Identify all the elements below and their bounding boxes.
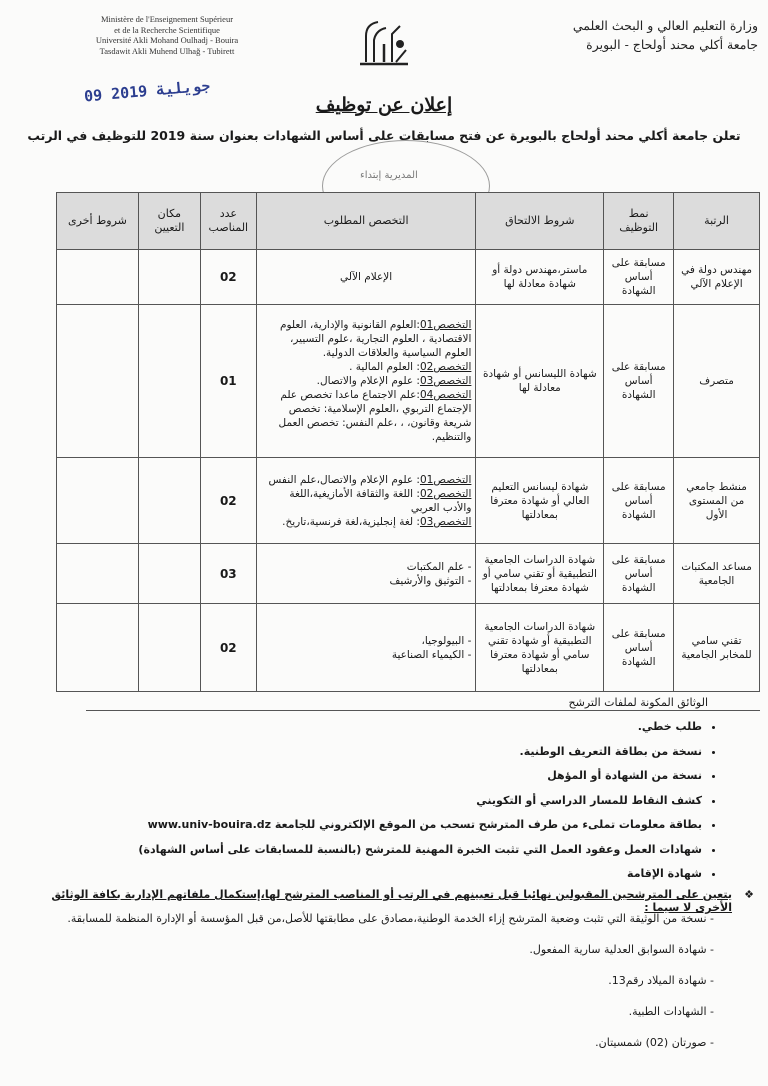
spec-line — [261, 388, 472, 444]
list-item: - الشهادات الطبية. — [628, 1005, 714, 1018]
spec-line: - التوثيق والأرشيف — [389, 574, 472, 587]
spec-line: الإعلام الآلي — [340, 271, 393, 283]
cell-conditions: ماستر،مهندس دولة أو شهادة معادلة لها — [476, 250, 604, 305]
after-heading-text: يتعين على المترشحين المقبولين نهائيا قبل تعيينهم في الرتب أو المناصب المترشح لها،إستكمال ملفاتهم الإدارية بكافة الوثائق الأخرى لا سيما : — [51, 888, 732, 914]
spec-text: : لغة إنجليزية،لغة فرنسية،تاريخ. — [282, 515, 420, 528]
spec-label: التخصص02 — [419, 361, 472, 373]
spec-text: : اللغة والثقافة الأمازيغية،اللغة والأدب العربي — [289, 487, 472, 514]
cell-mode: مسابقة على أساس الشهادة — [604, 604, 674, 692]
stamp-text: المديرية إبتداء — [360, 170, 418, 181]
table-header-row — [57, 193, 760, 250]
spec-label: التخصص01 — [419, 473, 472, 486]
cell-specialty — [256, 604, 476, 692]
header-mode: نمط التوظيف — [604, 193, 674, 250]
spec-line: - البيولوجيا، — [421, 634, 472, 647]
cell-count: 02 — [200, 604, 256, 692]
cell-rank: متصرف — [674, 305, 760, 458]
intro-text: تعلن جامعة أكلي محند أولحاج بالبويرة عن فتح مسابقات على أساس الشهادات بعنوان سنة 2019 للتوظيف في الرتب — [27, 128, 741, 143]
cell-conditions: شهادة ليسانس التعليم العالي أو شهادة معترفا بمعادلتها — [476, 458, 604, 544]
cell-specialty — [256, 458, 476, 544]
cell-mode: مسابقة على أساس الشهادة — [604, 544, 674, 604]
positions-table — [56, 192, 760, 692]
university-logo-icon — [352, 14, 416, 70]
list-item: - نسخة من الوثيقة التي تثبت وضعية المترشح إزاء الخدمة الوطنية،مصادق على مطابقتها للأصل،من قبل المؤسسة أو الإدارة المنظمة للمسابقة. — [67, 912, 714, 925]
spec-line — [261, 487, 472, 515]
cell-location — [138, 604, 200, 692]
cell-specialty — [256, 305, 476, 458]
cell-other — [57, 305, 139, 458]
cell-count: 01 — [200, 305, 256, 458]
table-row — [57, 458, 760, 544]
header-other: شروط أخرى — [57, 193, 139, 250]
cell-specialty — [256, 250, 476, 305]
cell-rank: منشط جامعي من المستوى الأول — [674, 458, 760, 544]
spec-label: التخصص02 — [419, 487, 472, 500]
list-item: • شهادة الإقامة — [102, 867, 702, 892]
cell-rank: تقني سامي للمخابر الجامعية — [674, 604, 760, 692]
cell-mode: مسابقة على أساس الشهادة — [604, 250, 674, 305]
header-fr-line: Tasdawit Akli Muhend Ulhağ - Tubirett — [99, 45, 235, 56]
documents-title: الوثائق المكونة لملفات الترشح — [568, 696, 708, 709]
list-item: • نسخة من الشهادة أو المؤهل — [102, 769, 702, 794]
spec-label: التخصص03 — [419, 375, 472, 387]
spec-line — [261, 360, 472, 374]
list-item: - شهادة الميلاد رقم13. — [608, 974, 714, 987]
documents-list — [102, 720, 728, 892]
table-row — [57, 544, 760, 604]
cell-other — [57, 544, 139, 604]
cell-location — [138, 458, 200, 544]
divider — [86, 710, 760, 711]
cell-conditions: شهادة الليسانس أو شهادة معادلة لها — [476, 305, 604, 458]
cell-other — [57, 604, 139, 692]
date-stamp: 09 جويلية 2019 — [83, 76, 211, 106]
header-location: مكان التعيين — [138, 193, 200, 250]
spec-label: التخصص04 — [419, 389, 472, 401]
spec-text: : علوم الإعلام والاتصال. — [316, 375, 420, 387]
cell-rank: مساعد المكتبات الجامعية — [674, 544, 760, 604]
cell-location — [138, 544, 200, 604]
list-item: • بطاقة معلومات تملىء من طرف المترشح تسحب من الموقع الإلكتروني للجامعة www.univ-bouira.dz — [102, 818, 702, 843]
cell-other — [57, 458, 139, 544]
header-specialty: التخصص المطلوب — [256, 193, 476, 250]
header-count: عدد المناصب — [200, 193, 256, 250]
list-item: • طلب خطي. — [102, 720, 702, 745]
header-ar-line: وزارة التعليم العالي و البحث العلمي — [572, 18, 758, 33]
table-row — [57, 604, 760, 692]
cell-count: 02 — [200, 250, 256, 305]
header-french — [62, 14, 272, 56]
spec-text: :العلوم القانونية والإدارية، العلوم الاقتصادية ، العلوم التجارية ،علوم التسيير، العلوم السياسية والعلاقات الدولية. — [279, 319, 472, 359]
cell-location — [138, 250, 200, 305]
after-heading — [32, 888, 754, 914]
spec-line: - الكيمياء الصناعية — [391, 648, 472, 661]
header-arabic — [508, 16, 758, 54]
header-ar-line: جامعة أكلي محند أولحاج - البويرة — [586, 37, 758, 52]
cell-count: 02 — [200, 458, 256, 544]
list-item: • نسخة من بطاقة التعريف الوطنية. — [102, 745, 702, 770]
table-row — [57, 250, 760, 305]
cell-mode: مسابقة على أساس الشهادة — [604, 305, 674, 458]
spec-line — [261, 473, 472, 487]
after-documents-list — [34, 912, 714, 1067]
cell-rank: مهندس دولة في الإعلام الآلي — [674, 250, 760, 305]
page-title: إعلان عن توظيف — [315, 94, 453, 116]
spec-line — [261, 318, 472, 360]
spec-text: : علوم الإعلام والاتصال،علم النفس — [268, 473, 420, 486]
cell-count: 03 — [200, 544, 256, 604]
spec-label: التخصص03 — [419, 515, 472, 528]
header-fr-line: Université Akli Mohand Oulhadj - Bouira — [95, 35, 239, 45]
spec-label: التخصص01 — [419, 319, 472, 331]
cell-conditions: شهادة الدراسات الجامعية التطبيقية أو تقني سامي أو شهادة معترفا بمعادلتها — [476, 544, 604, 604]
header-fr-line: et de la Recherche Scientifique — [114, 24, 220, 35]
list-item: - صورتان (02) شمسيتان. — [595, 1036, 714, 1049]
spec-line — [261, 374, 472, 388]
cell-mode: مسابقة على أساس الشهادة — [604, 458, 674, 544]
header-rank: الرتبة — [674, 193, 760, 250]
spec-line: - علم المكتبات — [406, 560, 472, 573]
table-row — [57, 305, 760, 458]
spec-text: :علم الاجتماع ماعدا تخصص علم الإجتماع التربوي ،العلوم الإسلامية: تخصص شريعة وقانون، ، ،علم النفس: تخصص العمل والتنظيم. — [278, 389, 472, 443]
spec-text: : العلوم المالية . — [349, 361, 420, 373]
cell-other — [57, 250, 139, 305]
cell-conditions: شهادة الدراسات الجامعية التطبيقية أو شهادة تقني سامي أو شهادة معترفا بمعادلتها — [476, 604, 604, 692]
spec-line — [261, 515, 472, 529]
header-conditions: شروط الالتحاق — [476, 193, 604, 250]
list-item: • كشف النقاط للمسار الدراسي أو التكويني — [102, 794, 702, 819]
diamond-bullet-icon: ❖ — [744, 888, 754, 901]
list-item: - شهادة السوابق العدلية سارية المفعول. — [529, 943, 714, 956]
list-item: • شهادات العمل وعقود العمل التي تثبت الخبرة المهنية للمترشح (بالنسبة للمسابقات على أساس الشهادة) — [102, 843, 702, 868]
cell-specialty — [256, 544, 476, 604]
header-fr-line: Ministère de l'Enseignement Supérieur — [100, 14, 234, 24]
cell-location — [138, 305, 200, 458]
